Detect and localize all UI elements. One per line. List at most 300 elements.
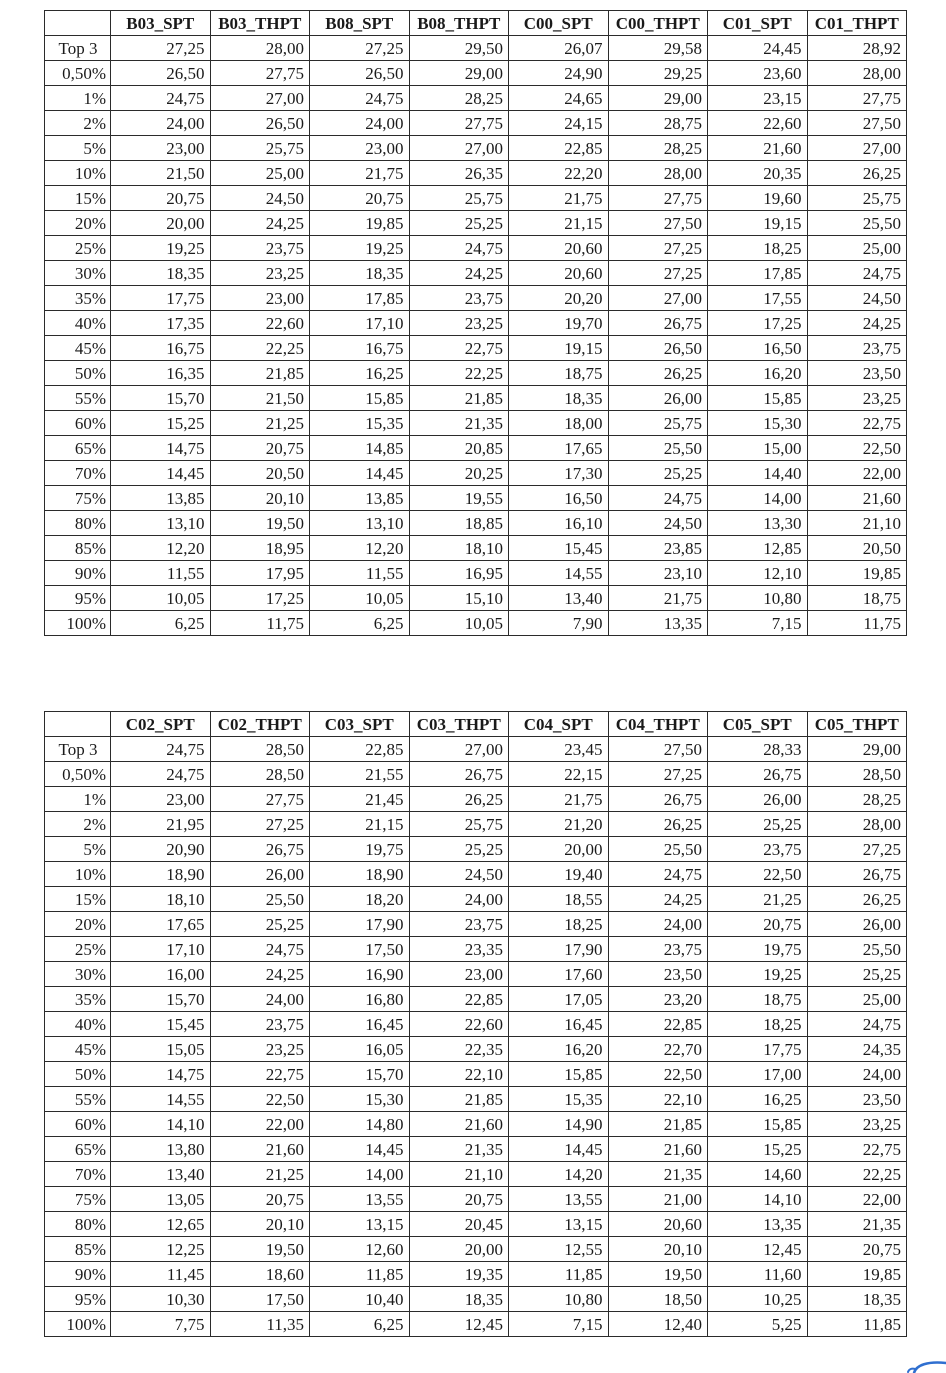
score-cell: 25,00	[807, 236, 907, 261]
score-cell: 14,75	[111, 1062, 211, 1087]
score-cell: 21,10	[409, 1162, 509, 1187]
score-cell: 17,25	[708, 311, 808, 336]
score-cell: 21,95	[111, 812, 211, 837]
score-cell: 23,60	[708, 61, 808, 86]
score-cell: 22,00	[807, 1187, 907, 1212]
score-cell: 18,35	[807, 1287, 907, 1312]
table-row	[45, 361, 907, 386]
percentile-label: 30%	[45, 962, 111, 987]
score-cell: 19,60	[708, 186, 808, 211]
score-cell: 21,50	[111, 161, 211, 186]
score-cell: 25,25	[807, 962, 907, 987]
score-cell: 21,60	[210, 1137, 310, 1162]
score-cell: 17,85	[708, 261, 808, 286]
percentile-label: 35%	[45, 286, 111, 311]
table-row	[45, 787, 907, 812]
score-cell: 18,75	[708, 987, 808, 1012]
score-cell: 16,80	[310, 987, 410, 1012]
score-cell: 27,25	[608, 762, 708, 787]
percentile-label: 50%	[45, 361, 111, 386]
score-cell: 19,75	[708, 937, 808, 962]
header-row	[45, 712, 907, 737]
score-cell: 28,00	[210, 36, 310, 61]
percentile-label: 35%	[45, 987, 111, 1012]
score-cell: 29,00	[409, 61, 509, 86]
table-row	[45, 36, 907, 61]
percentile-label: 40%	[45, 1012, 111, 1037]
score-cell: 13,10	[310, 511, 410, 536]
score-cell: 22,60	[708, 111, 808, 136]
score-cell: 21,20	[509, 812, 609, 837]
table-row	[45, 86, 907, 111]
score-cell: 17,25	[210, 586, 310, 611]
score-cell: 12,10	[708, 561, 808, 586]
score-cell: 23,50	[807, 1087, 907, 1112]
score-cell: 24,75	[409, 236, 509, 261]
score-cell: 16,35	[111, 361, 211, 386]
column-header: C01_SPT	[708, 11, 808, 36]
score-cell: 21,85	[608, 1112, 708, 1137]
score-cell: 26,07	[509, 36, 609, 61]
score-cell: 20,75	[807, 1237, 907, 1262]
table-row	[45, 1237, 907, 1262]
score-cell: 20,10	[210, 1212, 310, 1237]
column-header: B08_THPT	[409, 11, 509, 36]
score-cell: 18,25	[708, 236, 808, 261]
score-cell: 29,58	[608, 36, 708, 61]
score-cell: 15,45	[509, 536, 609, 561]
table-header	[45, 11, 907, 36]
score-cell: 17,65	[509, 436, 609, 461]
score-cell: 14,55	[111, 1087, 211, 1112]
percentile-table-b03-c01	[44, 10, 907, 636]
score-cell: 24,00	[111, 111, 211, 136]
table-row	[45, 311, 907, 336]
score-cell: 18,55	[509, 887, 609, 912]
score-cell: 11,45	[111, 1262, 211, 1287]
score-cell: 16,50	[708, 336, 808, 361]
score-cell: 27,00	[409, 136, 509, 161]
percentile-label: 85%	[45, 1237, 111, 1262]
score-cell: 14,60	[708, 1162, 808, 1187]
score-cell: 14,10	[708, 1187, 808, 1212]
score-cell: 26,50	[608, 336, 708, 361]
percentile-label: 80%	[45, 1212, 111, 1237]
score-cell: 18,90	[111, 862, 211, 887]
score-cell: 6,25	[310, 1312, 410, 1337]
score-cell: 11,55	[111, 561, 211, 586]
score-cell: 7,15	[509, 1312, 609, 1337]
score-cell: 16,45	[310, 1012, 410, 1037]
score-cell: 24,50	[409, 862, 509, 887]
percentile-label: 90%	[45, 1262, 111, 1287]
score-cell: 12,40	[608, 1312, 708, 1337]
score-cell: 23,00	[111, 136, 211, 161]
score-cell: 26,25	[807, 161, 907, 186]
table-row	[45, 1262, 907, 1287]
score-cell: 7,75	[111, 1312, 211, 1337]
score-cell: 11,75	[807, 611, 907, 636]
score-cell: 22,15	[509, 762, 609, 787]
score-cell: 22,75	[409, 336, 509, 361]
score-cell: 23,00	[210, 286, 310, 311]
table-row	[45, 1112, 907, 1137]
score-cell: 18,75	[509, 361, 609, 386]
score-cell: 23,75	[608, 937, 708, 962]
score-cell: 13,85	[111, 486, 211, 511]
column-header: C02_SPT	[111, 712, 211, 737]
score-cell: 20,75	[409, 1187, 509, 1212]
score-cell: 22,00	[807, 461, 907, 486]
score-cell: 11,75	[210, 611, 310, 636]
score-cell: 19,50	[608, 1262, 708, 1287]
score-cell: 27,75	[409, 111, 509, 136]
score-cell: 17,65	[111, 912, 211, 937]
percentile-label: 0,50%	[45, 762, 111, 787]
score-cell: 28,75	[608, 111, 708, 136]
header-row	[45, 11, 907, 36]
score-cell: 14,00	[708, 486, 808, 511]
score-cell: 29,00	[807, 737, 907, 762]
score-cell: 19,50	[210, 1237, 310, 1262]
score-cell: 16,90	[310, 962, 410, 987]
score-cell: 14,45	[111, 461, 211, 486]
score-cell: 15,05	[111, 1037, 211, 1062]
percentile-label: 1%	[45, 787, 111, 812]
score-cell: 13,15	[509, 1212, 609, 1237]
percentile-label: 2%	[45, 812, 111, 837]
score-cell: 26,75	[608, 787, 708, 812]
score-cell: 25,00	[210, 161, 310, 186]
score-cell: 15,85	[310, 386, 410, 411]
percentile-label: 1%	[45, 86, 111, 111]
score-cell: 6,25	[310, 611, 410, 636]
score-cell: 22,50	[608, 1062, 708, 1087]
score-cell: 19,40	[509, 862, 609, 887]
table-header	[45, 712, 907, 737]
score-cell: 20,45	[409, 1212, 509, 1237]
score-cell: 17,60	[509, 962, 609, 987]
score-cell: 23,00	[111, 787, 211, 812]
score-cell: 20,50	[807, 536, 907, 561]
score-cell: 20,60	[509, 236, 609, 261]
score-cell: 17,10	[111, 937, 211, 962]
score-cell: 21,75	[310, 161, 410, 186]
score-cell: 22,75	[807, 1137, 907, 1162]
score-cell: 23,10	[608, 561, 708, 586]
percentile-label: 65%	[45, 1137, 111, 1162]
score-cell: 27,25	[608, 236, 708, 261]
score-cell: 27,75	[210, 787, 310, 812]
score-cell: 24,00	[310, 111, 410, 136]
score-cell: 18,25	[509, 912, 609, 937]
table-row	[45, 1012, 907, 1037]
score-cell: 23,75	[409, 286, 509, 311]
score-cell: 13,15	[310, 1212, 410, 1237]
percentile-label: 80%	[45, 511, 111, 536]
percentile-label: 70%	[45, 461, 111, 486]
score-cell: 20,75	[210, 1187, 310, 1212]
score-cell: 25,25	[608, 461, 708, 486]
score-cell: 14,20	[509, 1162, 609, 1187]
score-cell: 13,10	[111, 511, 211, 536]
score-cell: 23,75	[708, 837, 808, 862]
score-cell: 27,50	[608, 737, 708, 762]
score-cell: 7,15	[708, 611, 808, 636]
percentile-label: 45%	[45, 1037, 111, 1062]
score-cell: 17,90	[509, 937, 609, 962]
score-cell: 24,75	[608, 486, 708, 511]
column-header: C03_THPT	[409, 712, 509, 737]
score-cell: 21,25	[210, 1162, 310, 1187]
score-cell: 23,50	[608, 962, 708, 987]
score-cell: 21,55	[310, 762, 410, 787]
score-cell: 24,75	[210, 937, 310, 962]
score-cell: 14,80	[310, 1112, 410, 1137]
score-cell: 19,85	[807, 561, 907, 586]
score-cell: 28,25	[807, 787, 907, 812]
score-cell: 11,85	[509, 1262, 609, 1287]
table-row	[45, 336, 907, 361]
table-body	[45, 737, 907, 1337]
score-cell: 23,75	[210, 1012, 310, 1037]
percentile-label: 5%	[45, 837, 111, 862]
score-cell: 15,45	[111, 1012, 211, 1037]
score-cell: 21,15	[310, 812, 410, 837]
score-cell: 27,25	[608, 261, 708, 286]
percentile-label: 15%	[45, 887, 111, 912]
score-cell: 20,25	[409, 461, 509, 486]
percentile-label: 60%	[45, 1112, 111, 1137]
percentile-label: Top 3	[45, 36, 111, 61]
score-cell: 17,50	[310, 937, 410, 962]
score-cell: 17,55	[708, 286, 808, 311]
score-cell: 24,90	[509, 61, 609, 86]
score-cell: 23,25	[807, 1112, 907, 1137]
score-cell: 12,60	[310, 1237, 410, 1262]
score-cell: 22,85	[509, 136, 609, 161]
percentile-label: 20%	[45, 211, 111, 236]
table-body	[45, 36, 907, 636]
score-cell: 22,60	[409, 1012, 509, 1037]
score-cell: 13,40	[111, 1162, 211, 1187]
percentile-label: 50%	[45, 1062, 111, 1087]
table-row	[45, 611, 907, 636]
score-cell: 18,90	[310, 862, 410, 887]
score-cell: 24,75	[310, 86, 410, 111]
score-cell: 20,20	[509, 286, 609, 311]
percentile-label: 25%	[45, 937, 111, 962]
score-cell: 16,45	[509, 1012, 609, 1037]
score-cell: 23,45	[509, 737, 609, 762]
table-row	[45, 1062, 907, 1087]
score-cell: 17,75	[708, 1037, 808, 1062]
percentile-label: 85%	[45, 536, 111, 561]
percentile-label: 25%	[45, 236, 111, 261]
score-cell: 17,95	[210, 561, 310, 586]
score-cell: 20,00	[111, 211, 211, 236]
score-cell: 14,10	[111, 1112, 211, 1137]
score-cell: 26,75	[409, 762, 509, 787]
percentile-label: 55%	[45, 1087, 111, 1112]
score-cell: 12,45	[708, 1237, 808, 1262]
score-cell: 20,75	[111, 186, 211, 211]
score-cell: 17,85	[310, 286, 410, 311]
score-cell: 15,30	[708, 411, 808, 436]
score-cell: 21,60	[608, 1137, 708, 1162]
score-cell: 19,55	[409, 486, 509, 511]
percentile-label: 55%	[45, 386, 111, 411]
score-cell: 18,75	[807, 586, 907, 611]
score-cell: 25,75	[409, 812, 509, 837]
score-cell: 13,35	[708, 1212, 808, 1237]
score-cell: 17,90	[310, 912, 410, 937]
score-cell: 12,65	[111, 1212, 211, 1237]
score-cell: 18,20	[310, 887, 410, 912]
score-cell: 14,85	[310, 436, 410, 461]
score-cell: 24,00	[608, 912, 708, 937]
column-header: C02_THPT	[210, 712, 310, 737]
score-cell: 12,85	[708, 536, 808, 561]
score-cell: 18,50	[608, 1287, 708, 1312]
score-cell: 15,35	[310, 411, 410, 436]
score-cell: 23,25	[409, 311, 509, 336]
table-row	[45, 737, 907, 762]
score-cell: 14,45	[310, 461, 410, 486]
score-cell: 23,00	[310, 136, 410, 161]
score-cell: 15,10	[409, 586, 509, 611]
score-cell: 21,75	[509, 787, 609, 812]
table-row	[45, 912, 907, 937]
score-cell: 11,85	[807, 1312, 907, 1337]
score-cell: 28,00	[807, 812, 907, 837]
score-cell: 26,00	[608, 386, 708, 411]
column-header: C03_SPT	[310, 712, 410, 737]
score-cell: 12,20	[111, 536, 211, 561]
score-cell: 23,25	[210, 261, 310, 286]
score-cell: 21,35	[409, 1137, 509, 1162]
score-cell: 16,25	[310, 361, 410, 386]
score-cell: 26,50	[310, 61, 410, 86]
score-cell: 26,75	[807, 862, 907, 887]
score-cell: 20,90	[111, 837, 211, 862]
score-cell: 23,75	[409, 912, 509, 937]
score-cell: 23,25	[807, 386, 907, 411]
score-cell: 10,25	[708, 1287, 808, 1312]
score-cell: 15,85	[708, 386, 808, 411]
table-row	[45, 211, 907, 236]
score-cell: 21,45	[310, 787, 410, 812]
score-cell: 14,00	[310, 1162, 410, 1187]
score-cell: 27,75	[608, 186, 708, 211]
score-cell: 18,85	[409, 511, 509, 536]
score-cell: 28,50	[210, 762, 310, 787]
score-cell: 21,35	[807, 1212, 907, 1237]
score-cell: 27,00	[409, 737, 509, 762]
score-cell: 16,95	[409, 561, 509, 586]
score-cell: 17,50	[210, 1287, 310, 1312]
score-cell: 19,25	[708, 962, 808, 987]
score-cell: 15,30	[310, 1087, 410, 1112]
column-header: C01_THPT	[807, 11, 907, 36]
score-cell: 10,05	[310, 586, 410, 611]
score-cell: 21,15	[509, 211, 609, 236]
score-cell: 12,20	[310, 536, 410, 561]
table-row	[45, 837, 907, 862]
score-cell: 22,10	[409, 1062, 509, 1087]
score-cell: 18,60	[210, 1262, 310, 1287]
table-row	[45, 1287, 907, 1312]
score-cell: 16,50	[509, 486, 609, 511]
table-row	[45, 186, 907, 211]
score-cell: 16,05	[310, 1037, 410, 1062]
score-cell: 21,00	[608, 1187, 708, 1212]
score-cell: 14,45	[310, 1137, 410, 1162]
table-row	[45, 937, 907, 962]
column-header: C05_THPT	[807, 712, 907, 737]
score-cell: 28,33	[708, 737, 808, 762]
percentile-table-c02-c05	[44, 711, 907, 1337]
score-cell: 25,75	[409, 186, 509, 211]
score-cell: 12,45	[409, 1312, 509, 1337]
score-cell: 20,75	[708, 912, 808, 937]
score-cell: 18,10	[409, 536, 509, 561]
score-cell: 19,25	[111, 236, 211, 261]
table-row	[45, 436, 907, 461]
score-cell: 24,00	[807, 1062, 907, 1087]
score-cell: 15,70	[310, 1062, 410, 1087]
table-row	[45, 962, 907, 987]
score-cell: 14,40	[708, 461, 808, 486]
score-cell: 27,25	[111, 36, 211, 61]
score-cell: 24,50	[807, 286, 907, 311]
score-cell: 28,50	[210, 737, 310, 762]
score-cell: 26,25	[608, 361, 708, 386]
percentile-label: 20%	[45, 912, 111, 937]
score-cell: 28,92	[807, 36, 907, 61]
column-header: B03_THPT	[210, 11, 310, 36]
score-cell: 24,25	[807, 311, 907, 336]
score-cell: 13,85	[310, 486, 410, 511]
score-cell: 26,50	[210, 111, 310, 136]
table-row	[45, 386, 907, 411]
score-cell: 12,55	[509, 1237, 609, 1262]
score-cell: 26,00	[708, 787, 808, 812]
score-cell: 25,75	[210, 136, 310, 161]
score-cell: 25,25	[210, 912, 310, 937]
score-cell: 26,00	[210, 862, 310, 887]
score-cell: 24,50	[608, 511, 708, 536]
table-row	[45, 461, 907, 486]
column-header: C00_THPT	[608, 11, 708, 36]
score-cell: 16,20	[509, 1037, 609, 1062]
percentile-label: 95%	[45, 586, 111, 611]
score-cell: 11,85	[310, 1262, 410, 1287]
score-cell: 13,30	[708, 511, 808, 536]
percentile-label: 100%	[45, 1312, 111, 1337]
percentile-label: 10%	[45, 862, 111, 887]
score-cell: 22,75	[210, 1062, 310, 1087]
column-header: B03_SPT	[111, 11, 211, 36]
score-cell: 20,50	[210, 461, 310, 486]
score-cell: 20,10	[210, 486, 310, 511]
score-cell: 23,50	[807, 361, 907, 386]
score-cell: 21,25	[210, 411, 310, 436]
score-cell: 24,45	[708, 36, 808, 61]
score-cell: 15,85	[708, 1112, 808, 1137]
score-cell: 29,00	[608, 86, 708, 111]
score-cell: 21,10	[807, 511, 907, 536]
